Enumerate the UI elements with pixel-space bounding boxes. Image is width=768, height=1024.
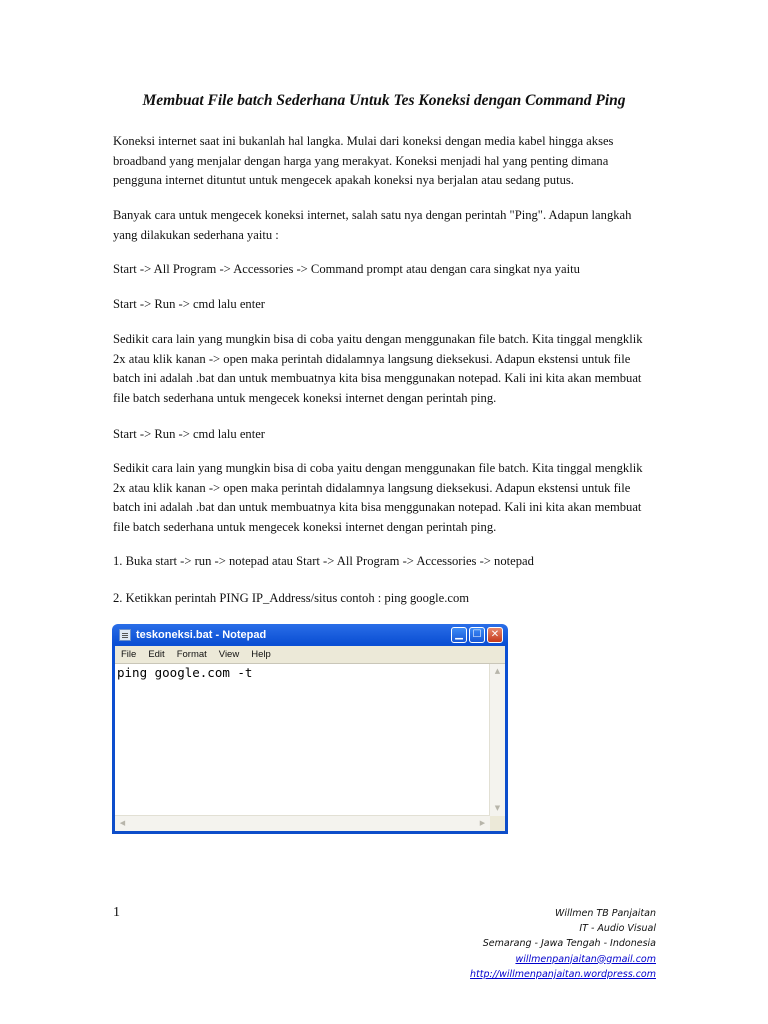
paragraph-ping-methods	[113, 206, 653, 245]
text-line: batch ini adalah .bat dan untuk membuatnya kita bisa menggunakan notepad. Kali ini kita akan membuat	[113, 500, 642, 514]
notepad-titlebar	[115, 624, 505, 646]
author-role: IT - Audio Visual	[579, 923, 656, 935]
vertical-scrollbar[interactable]	[489, 664, 505, 816]
text-line: file batch sederhana untuk mengecek koneksi internet dengan perintah ping.	[113, 519, 497, 534]
text-line: pengguna internet dituntut untuk mengecek apakah koneksi nya berjalan atau sedang putus.	[113, 173, 574, 187]
text-line: file batch sederhana untuk mengecek koneksi internet dengan perintah ping.	[113, 390, 497, 405]
notepad-text-area[interactable]: ping google.com -t	[117, 665, 253, 680]
scroll-right-arrow-icon[interactable]: ▶	[479, 819, 486, 827]
paragraph-batch-file-2	[113, 459, 653, 537]
author-location: Semarang - Jawa Tengah - Indonesia	[482, 938, 656, 950]
text-line: 2x atau klik kanan -> open maka perintah didalamnya langsung dieksekusi. Adapun ekstensi untuk file	[113, 351, 631, 366]
paragraph-step-1	[113, 552, 653, 572]
scroll-left-arrow-icon[interactable]: ◀	[119, 819, 126, 827]
text-line: Start -> Run -> cmd lalu enter	[113, 297, 265, 311]
paragraph-batch-file-1	[113, 330, 653, 408]
maximize-icon[interactable]: ☐	[469, 627, 485, 643]
text-line: 1. Buka start -> run -> notepad atau Start -> All Program -> Accessories -> notepad	[113, 554, 534, 568]
close-icon[interactable]: ✕	[487, 627, 503, 643]
menu-format[interactable]: Format	[176, 649, 207, 660]
scrollbar-corner	[490, 816, 505, 831]
text-line: Koneksi internet saat ini bukanlah hal langka. Mulai dari koneksi dengan media kabel hingga akses	[113, 134, 614, 148]
notepad-app-icon	[119, 629, 131, 641]
document-title: Membuat File batch Sederhana Untuk Tes Koneksi dengan Command Ping	[142, 92, 626, 109]
scroll-down-arrow-icon[interactable]: ▼	[494, 804, 501, 812]
notepad-body	[115, 646, 505, 831]
text-line: Banyak cara untuk mengecek koneksi internet, salah satu nya dengan perintah "Ping". Adapun langkah	[113, 208, 632, 222]
author-footer	[470, 906, 656, 982]
menu-view[interactable]: View	[218, 649, 240, 660]
horizontal-scrollbar[interactable]	[115, 815, 490, 831]
author-email-link[interactable]: willmenpanjaitan@gmail.com	[515, 953, 656, 965]
notepad-window	[112, 624, 508, 834]
minimize-icon[interactable]: ▁	[451, 627, 467, 643]
text-line: Start -> Run -> cmd lalu enter	[113, 427, 265, 441]
text-line: Start -> All Program -> Accessories -> Command prompt atau dengan cara singkat nya yaitu	[113, 262, 580, 276]
author-website-link[interactable]: http://willmenpanjaitan.wordpress.com	[470, 968, 656, 980]
page-number: 1	[113, 905, 120, 920]
paragraph-run-cmd-2	[113, 425, 653, 445]
notepad-window-title: teskoneksi.bat - Notepad	[136, 629, 267, 641]
paragraph-intro	[113, 132, 653, 191]
menu-file[interactable]: File	[121, 649, 137, 660]
text-line: broadband yang menjalar dengan harga yang merakyat. Koneksi menjadi hal yang penting dimana	[113, 153, 609, 168]
text-line: batch ini adalah .bat dan untuk membuatnya kita bisa menggunakan notepad. Kali ini kita akan membuat	[113, 371, 642, 385]
author-name: Willmen TB Panjaitan	[554, 908, 656, 919]
text-line: Sedikit cara lain yang mungkin bisa di coba yaitu dengan menggunakan file batch. Kita tinggal mengklik	[113, 332, 643, 346]
paragraph-step-2	[113, 589, 653, 609]
scroll-up-arrow-icon[interactable]: ▲	[494, 667, 501, 675]
paragraph-run-cmd-1	[113, 295, 653, 315]
menu-edit[interactable]: Edit	[148, 649, 165, 660]
notepad-menubar	[115, 646, 505, 664]
paragraph-start-menu-path	[113, 260, 653, 280]
text-line: Sedikit cara lain yang mungkin bisa di coba yaitu dengan menggunakan file batch. Kita tinggal mengklik	[113, 461, 643, 475]
text-line: yang dilakukan sederhana yaitu :	[113, 227, 279, 242]
menu-help[interactable]: Help	[251, 649, 271, 660]
text-line: 2. Ketikkan perintah PING IP_Address/situs contoh : ping google.com	[113, 591, 470, 605]
text-line: 2x atau klik kanan -> open maka perintah didalamnya langsung dieksekusi. Adapun ekstensi untuk file	[113, 480, 631, 495]
